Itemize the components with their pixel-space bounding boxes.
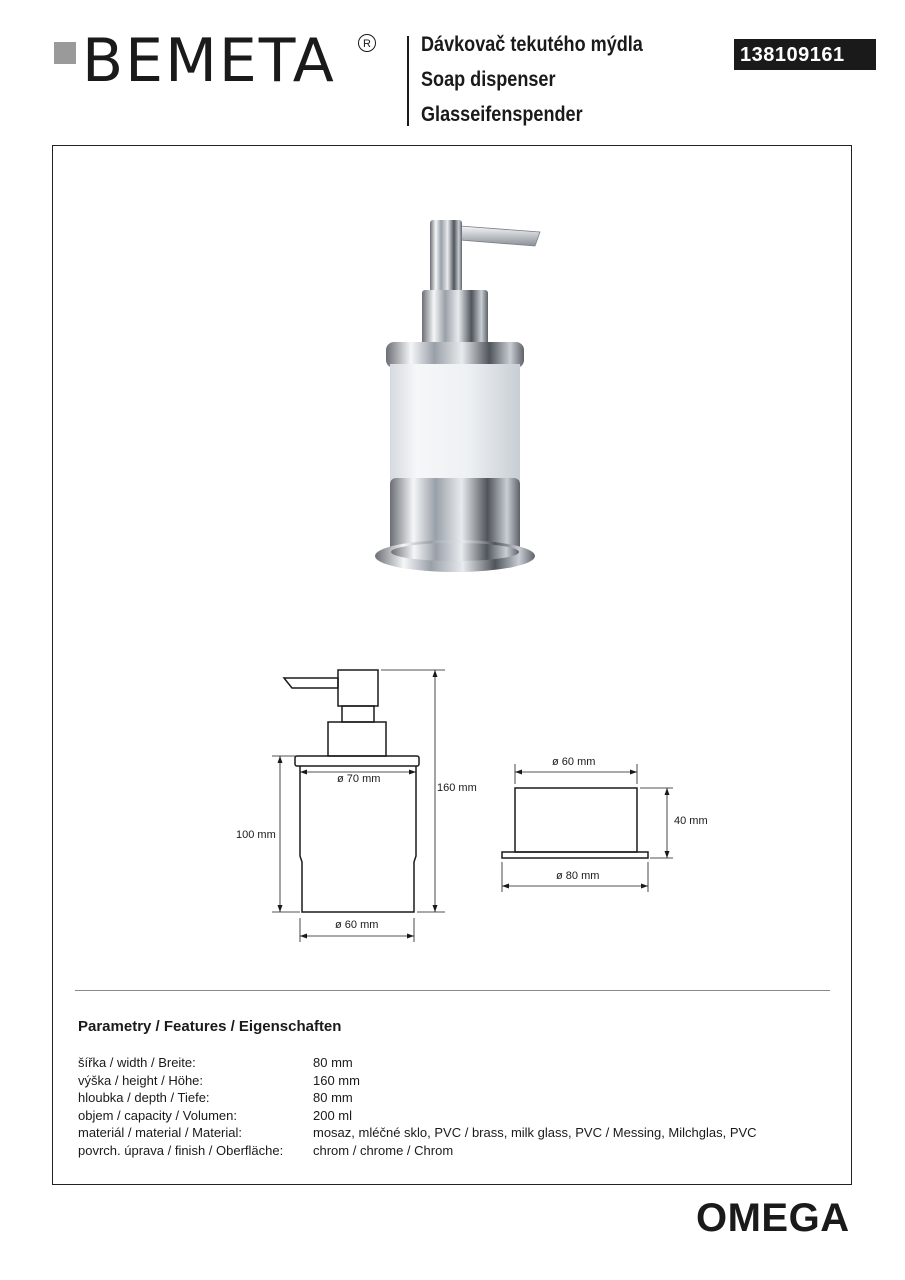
dim-holder-height: 40 mm xyxy=(674,815,708,827)
dispenser-drawing xyxy=(262,660,462,945)
logo-square xyxy=(54,42,76,64)
pump-head-shape xyxy=(430,220,462,292)
spec-value: chrom / chrome / Chrom xyxy=(313,1142,454,1158)
spec-value: mosaz, mléčné sklo, PVC / brass, milk glass, PVC / Messing, Milchglas, PVC xyxy=(313,1125,757,1140)
brand-logo: BEMETA xyxy=(82,26,336,96)
table-row xyxy=(78,1073,757,1091)
dim-holder-base-diameter: ø 80 mm xyxy=(556,870,600,882)
features-title: Parametry / Features / Eigenschaften xyxy=(78,1018,342,1035)
series-name: OMEGA xyxy=(696,1196,850,1240)
spec-label: materiál / material / Material: xyxy=(78,1125,242,1140)
title-en: Soap dispenser xyxy=(421,68,556,91)
header-divider xyxy=(407,36,409,126)
spec-value: 200 ml xyxy=(313,1107,353,1123)
spec-value: 160 mm xyxy=(313,1072,360,1088)
title-cz: Dávkovač tekutého mýdla xyxy=(421,33,643,56)
dim-dispenser-height: 160 mm xyxy=(437,782,477,794)
product-code: 138109161 xyxy=(734,39,876,70)
spec-label: hloubka / depth / Tiefe: xyxy=(78,1090,210,1105)
dim-dispenser-bottom-diameter: ø 60 mm xyxy=(335,919,379,931)
title-de: Glasseifenspender xyxy=(421,103,583,126)
table-row xyxy=(78,1055,757,1073)
features-table xyxy=(78,1055,757,1160)
dim-holder-top-diameter: ø 60 mm xyxy=(552,756,596,768)
spec-label: výška / height / Höhe: xyxy=(78,1072,204,1088)
spec-label: šířka / width / Breite: xyxy=(78,1055,196,1070)
spout-shape xyxy=(460,226,540,246)
spec-label: objem / capacity / Volumen: xyxy=(78,1107,237,1123)
table-row xyxy=(78,1108,757,1126)
spec-label: povrch. úprava / finish / Oberfläche: xyxy=(78,1142,284,1158)
table-row xyxy=(78,1090,757,1108)
dim-glass-height: 100 mm xyxy=(236,829,276,841)
section-divider xyxy=(75,990,830,991)
table-row xyxy=(78,1143,757,1161)
table-row xyxy=(78,1125,757,1143)
dim-dispenser-top-diameter: ø 70 mm xyxy=(337,773,381,785)
spec-value: 80 mm xyxy=(313,1090,353,1105)
registered-mark: R xyxy=(358,34,376,52)
glass-body-shape xyxy=(390,364,520,482)
product-photo xyxy=(360,210,550,590)
spec-value: 80 mm xyxy=(313,1055,353,1070)
